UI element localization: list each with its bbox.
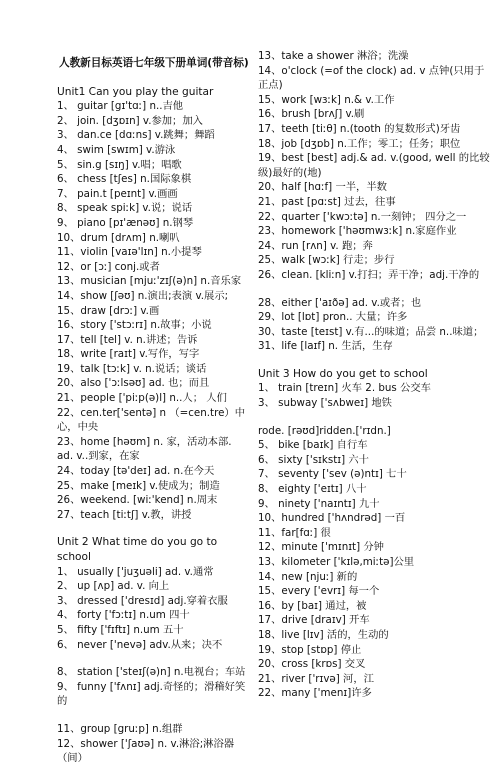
right-column xyxy=(258,0,494,701)
vocab-entry: 8、 station ['steɪʃ(ə)n] n.电视台；车站 xyxy=(57,666,246,679)
vocab-entry: 19、stop [stɒp] 停止 xyxy=(258,643,362,656)
vocab-entry: 21、past [pɑːst] 过去，往事 xyxy=(258,195,396,208)
vocab-entry: 5、 bike [baɪk] 自行车 xyxy=(258,439,368,452)
page-title: 人教新目标英语七年级下册单词(带音标) xyxy=(59,57,249,69)
unit3-word-list-b xyxy=(258,424,494,701)
vocab-entry: 20、cross [krɒs] 交叉 xyxy=(258,658,366,671)
spacer xyxy=(57,709,252,722)
vocab-entry: 22、quarter ['kwɔːtə] n.一刻钟； 四分之一 xyxy=(258,210,467,223)
left-column xyxy=(57,0,252,766)
vocab-entry: 21、people ['piːp(ə)l] n..人； 人们 xyxy=(57,392,227,405)
vocab-entry: 26、weekend. [wiː'kend] n.周末 xyxy=(57,494,218,507)
vocab-entry: 22、many ['menɪ]许多 xyxy=(258,687,372,700)
vocab-entry: 1、 usually ['juʒuəli] ad. v.通常 xyxy=(57,565,214,578)
vocab-entry: 14、o'clock (=of the clock) ad. v 点钟(只用于正点) xyxy=(258,64,485,92)
vocab-entry: 12、or [ɔː] conj.或者 xyxy=(57,260,160,273)
vocab-entry: 2、 up [ʌp] ad. v. 向上 xyxy=(57,580,170,593)
vocab-entry: 25、make [meɪk] v.使成为；制造 xyxy=(57,479,220,492)
vocab-entry: 1、 guitar [gɪ'tɑː] n..吉他 xyxy=(57,100,184,113)
spacer xyxy=(258,283,494,296)
vocab-entry: 18、job [dʒɒb] n.工作；零工；任务；职位 xyxy=(258,137,461,150)
vocab-entry: 15、draw [drɔː] v.画 xyxy=(57,304,160,317)
vocab-entry: 3、 dressed ['dresɪd] adj.穿着衣服 xyxy=(57,594,228,607)
spacer xyxy=(258,411,494,424)
vocab-entry: 16、story ['stɔːrɪ] n.故事；小说 xyxy=(57,319,212,332)
vocab-entry: 11、violin [vaɪə'lɪn] n.小提琴 xyxy=(57,246,202,259)
vocab-entry: 26、clean. [kliːn] v.打扫；弄干净；adj.干净的 xyxy=(258,268,480,281)
spacer xyxy=(57,522,252,535)
vocab-entry: 13、musician [mjuː'zɪʃ(ə)n] n.音乐家 xyxy=(57,275,242,288)
vocab-entry: 19、talk [tɔːk] v. n.说话；谈话 xyxy=(57,362,207,375)
vocab-entry: 16、brush [brʌʃ] v.刷 xyxy=(258,108,365,121)
vocab-entry: 31、life [laɪf] n. 生活，生存 xyxy=(258,340,393,353)
vocab-entry: 11、group [gruːp] n.组群 xyxy=(57,722,183,735)
vocab-entry: 30、taste [teɪst] v.有...的味道；品尝 n..味道； xyxy=(258,325,484,338)
vocab-entry: 18、write [raɪt] v.写作，写字 xyxy=(57,348,200,361)
vocab-entry: 24、today [tə'deɪ] ad. n.在今天 xyxy=(57,465,215,478)
vocab-entry: 6、 chess [tʃes] n.国际象棋 xyxy=(57,173,192,186)
vocab-entry: 14、show [ʃəʊ] n.演出;表演 v.展示; xyxy=(57,289,229,302)
vocab-entry: 24、run [rʌn] v. 跑；奔 xyxy=(258,239,373,252)
unit3-word-list-a xyxy=(258,381,494,410)
vocab-entry: 9、 funny ['fʌnɪ] adj.奇怪的；滑稽好笑的 xyxy=(57,680,246,708)
unit2-heading: Unit 2 What time do you go to school xyxy=(57,536,218,563)
vocab-entry: ad. v..到家，在家 xyxy=(57,450,140,463)
vocab-entry: 27、teach [tiːtʃ] v.教，讲授 xyxy=(57,508,192,521)
vocab-entry: 25、walk [wɔːk] 行走；步行 xyxy=(258,254,395,267)
vocab-entry: 4、 swim [swɪm] v.游泳 xyxy=(57,143,176,156)
spacer xyxy=(57,652,252,665)
vocab-entry: 2、 join. [dʒɒɪn] v.参加；加入 xyxy=(57,114,203,127)
vocab-entry: 17、teeth [tiːθ] n.(tooth 的复数形式)牙齿 xyxy=(258,122,461,135)
vocab-entry: 5、 sin.g [sɪŋ] v.唱；唱歌 xyxy=(57,158,182,171)
vocab-entry: 15、work [wɜːk] n.& v.工作 xyxy=(258,93,395,106)
unit3-heading: Unit 3 How do you get to school xyxy=(258,367,428,380)
vocab-entry: 20、half [hɑːf] 一半，半数 xyxy=(258,181,387,194)
vocab-entry: 8、 speak spiːk] v.说；说话 xyxy=(57,202,193,215)
vocab-entry: 4、 forty ['fɔːtɪ] n.um 四十 xyxy=(57,609,190,622)
unit2-word-list-c xyxy=(57,722,252,766)
vocab-entry: 13、kilometer ['kɪlə,miːtə]公里 xyxy=(258,556,415,568)
vocab-entry: 20、also ['ɔːlsəʊ] ad. 也；而且 xyxy=(57,377,210,390)
vocab-entry: 1、 train [treɪn] 火车 2. bus 公交车 xyxy=(258,382,431,395)
vocab-entry: 23、home [həʊm] n. 家，活动本部. xyxy=(57,435,232,448)
vocab-entry: 3、 subway ['sʌbweɪ] 地铁 xyxy=(258,397,392,410)
vocab-entry: 23、homework ['həʊmwɜːk] n.家庭作业 xyxy=(258,225,457,238)
vocab-entry: 29、lot [lɒt] pron.. 大量；许多 xyxy=(258,311,408,324)
vocab-entry: 9、 piano [pɪ'ænəʊ] n.钢琴 xyxy=(57,216,194,229)
vocab-entry: 28、either ['aɪðə] ad. v.或者；也 xyxy=(258,296,422,309)
unit2-word-list-continued xyxy=(258,49,494,283)
vocab-entry: 18、live [lɪv] 活的，生动的 xyxy=(258,628,389,641)
vocab-entry: 15、every ['evrɪ] 每一个 xyxy=(258,585,380,598)
vocab-entry: 12、shower ['ʃaʊə] n. v.淋浴;淋浴器（间） xyxy=(57,737,235,765)
spacer xyxy=(258,354,494,367)
vocab-entry: 6、 never ['nevə] adv.从来；决不 xyxy=(57,638,223,651)
vocab-entry: 14、new [njuː] 新的 xyxy=(258,570,358,583)
vocab-entry: 21、river ['rɪvə] 河，江 xyxy=(258,672,374,685)
vocab-entry: 17、tell [tel] v. n.讲述；告诉 xyxy=(57,333,198,346)
vocab-entry: 10、drum [drʌm] n.喇叭 xyxy=(57,231,180,244)
unit1-word-list xyxy=(57,99,252,522)
vocab-entry: 19、best [best] adj.& ad. v.(good, well 的比较级)最好的(地) xyxy=(258,152,490,179)
vocab-entry: 3、 dan.ce [dɑːns] v.跳舞；舞蹈 xyxy=(57,129,215,142)
vocab-entry: rode. [rəʊd]ridden.['rɪdn.] xyxy=(258,424,391,437)
vocab-entry: 6、 sixty ['sɪkstɪ] 六十 xyxy=(258,453,369,466)
vocab-entry: 16、by [baɪ] 通过，被 xyxy=(258,599,367,612)
vocab-entry: 7、 seventy ['sev (ə)ntɪ] 七十 xyxy=(258,468,407,481)
vocab-entry: 13、take a shower 淋浴；洗澡 xyxy=(258,50,409,62)
vocab-entry: 12、minute ['mɪnɪt] 分钟 xyxy=(258,541,384,554)
unit1-heading: Unit1 Can you play the guitar xyxy=(57,85,214,98)
vocab-entry: 7、 pain.t [peɪnt] v.画画 xyxy=(57,187,178,200)
unit2-word-list-b xyxy=(57,665,252,709)
vocab-entry: 22、cen.ter['sentə] n （=cen.tre）中心，中央 xyxy=(57,406,246,434)
vocab-entry: 5、 fifty ['fɪftɪ] n.um 五十 xyxy=(57,623,184,636)
unit2-word-list-end xyxy=(258,296,494,354)
vocab-entry: 11、far[fɑː] 很 xyxy=(258,526,331,539)
vocab-entry: 10、hundred ['hʌndrəd] 一百 xyxy=(258,512,406,525)
unit2-word-list xyxy=(57,565,252,653)
vocab-entry: 9、 ninety ['naɪntɪ] 九十 xyxy=(258,497,380,510)
vocab-entry: 8、 eighty ['eɪtɪ] 八十 xyxy=(258,483,367,496)
vocab-entry: 17、drive [draɪv] 开车 xyxy=(258,614,370,627)
